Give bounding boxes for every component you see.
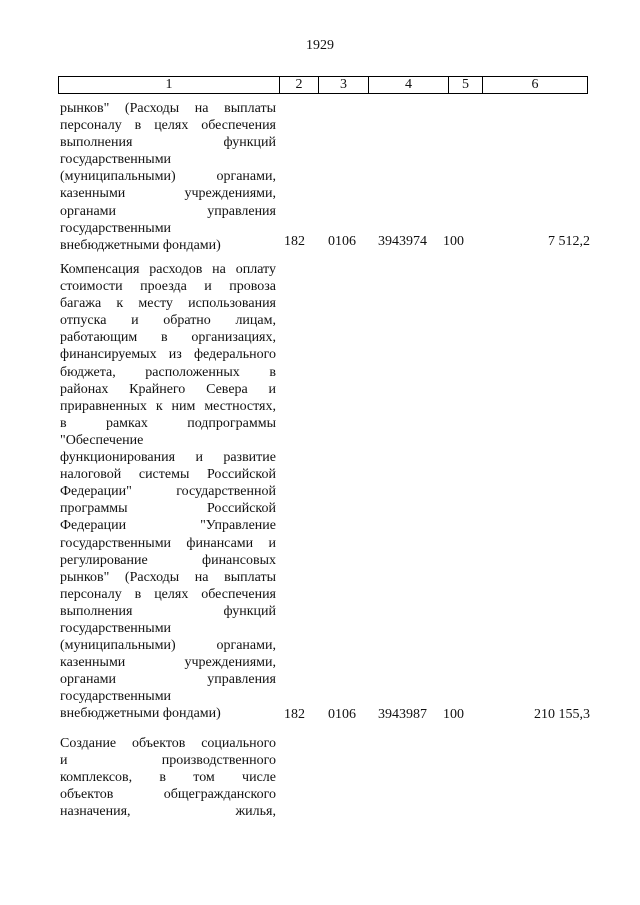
row-description (60, 261, 276, 723)
description-line: государственными (60, 689, 172, 705)
row-description (60, 100, 276, 254)
description-line: районах Крайнего Севера и (60, 381, 276, 397)
description-line: внебюджетными фондами) (60, 706, 221, 722)
description-line: персоналу в целях обеспечения (60, 118, 276, 134)
header-col-6: 6 (531, 77, 539, 92)
description-line: государственными (60, 152, 172, 168)
amount: 7 512,2 (548, 234, 590, 249)
amount: 210 155,3 (534, 707, 590, 722)
description-line: приравненных к ним местностях, (60, 398, 276, 414)
description-line: и производственного (60, 753, 276, 769)
description-line: рынков" (Расходы на выплаты (60, 569, 276, 585)
description-line: рынков" (Расходы на выплаты (60, 101, 276, 116)
description-line: "Обеспечение (60, 432, 144, 448)
description-line: стоимости проезда и провоза (60, 279, 276, 295)
description-line: персоналу в целях обеспечения (60, 586, 276, 602)
description-line: бюджета, расположенных в (60, 364, 276, 380)
header-col-1: 1 (59, 77, 280, 93)
description-line: органами управления (60, 203, 276, 219)
admin-code: 182 (284, 234, 305, 249)
description-line: Создание объектов социального (60, 736, 276, 751)
row-description (60, 735, 276, 820)
section-code: 0106 (328, 234, 356, 249)
header-col-5: 5 (449, 77, 483, 93)
description-line: Компенсация расходов на оплату (60, 262, 276, 277)
header-col-3: 3 (319, 77, 369, 93)
description-line: комплексов, в том числе (60, 770, 276, 786)
description-line: государственными (60, 220, 172, 236)
description-line: назначения, жилья, (60, 804, 276, 820)
expense-type-code: 100 (443, 707, 464, 722)
description-line: Федерации" государственной (60, 484, 276, 500)
table-row (60, 735, 590, 820)
description-line: финансируемых из федерального (60, 347, 276, 363)
header-col-2: 2 (280, 77, 319, 93)
table-row (60, 261, 590, 723)
description-line: казенными учреждениями, (60, 655, 276, 671)
article-code: 3943974 (378, 234, 427, 249)
description-line: регулирование финансовых (60, 552, 276, 568)
description-line: функционирования и развитие (60, 450, 276, 466)
description-line: казенными учреждениями, (60, 186, 276, 202)
description-line: отпуска и обратно лицам, (60, 313, 276, 329)
description-line: выполнения функций (60, 603, 276, 619)
table-header-row (58, 76, 588, 94)
description-line: внебюджетными фондами) (60, 237, 221, 253)
description-line: багажа к месту использования (60, 296, 276, 312)
description-line: выполнения функций (60, 135, 276, 151)
expense-type-code: 100 (443, 234, 464, 249)
admin-code: 182 (284, 707, 305, 722)
description-line: в рамках подпрограммы (60, 415, 276, 431)
description-line: государственными (60, 620, 172, 636)
description-line: (муниципальными) органами, (60, 638, 276, 654)
description-line: налоговой системы Российской (60, 467, 276, 483)
description-line: Федерации "Управление (60, 518, 276, 534)
description-line: работающим в организациях, (60, 330, 276, 346)
description-line: (муниципальными) органами, (60, 169, 276, 185)
description-line: программы Российской (60, 501, 276, 517)
article-code: 3943987 (378, 707, 427, 722)
description-line: объектов общегражданского (60, 787, 276, 803)
table-row (60, 100, 590, 254)
description-line: государственными финансами и (60, 535, 276, 551)
header-col-4: 4 (369, 77, 449, 93)
page-number: 1929 (306, 38, 334, 53)
section-code: 0106 (328, 707, 356, 722)
description-line: органами управления (60, 672, 276, 688)
